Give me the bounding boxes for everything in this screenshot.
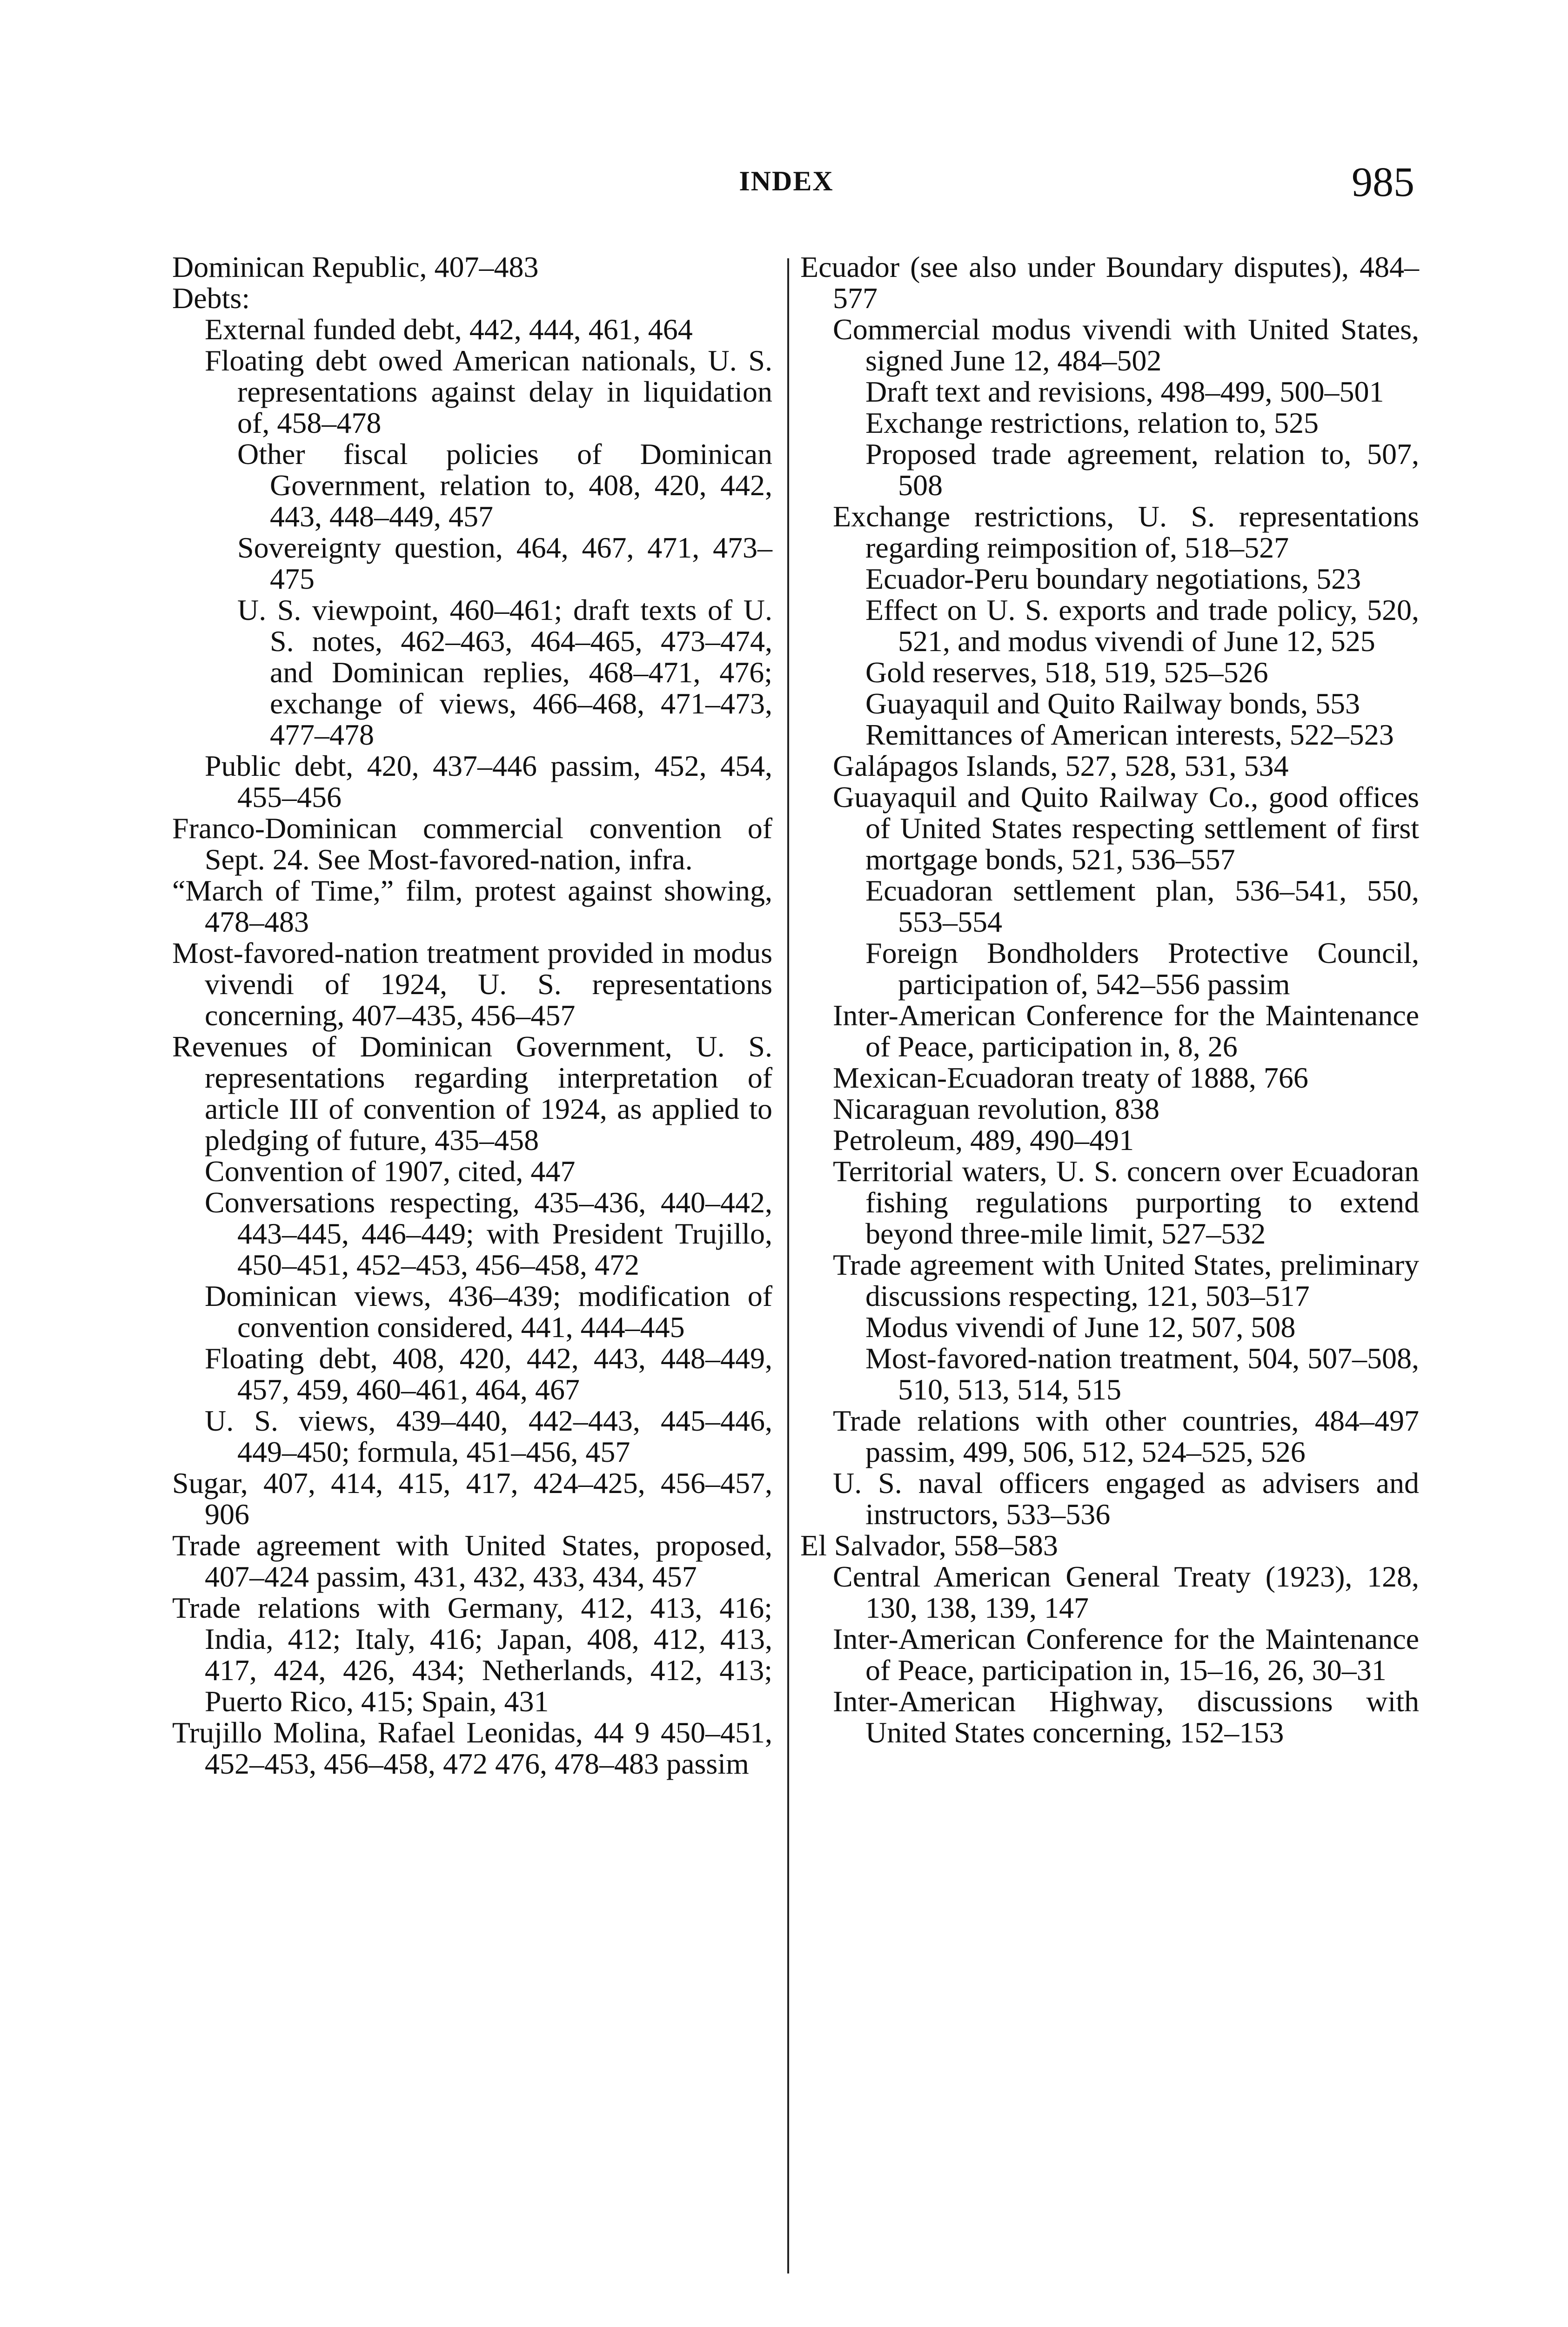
index-entry: “March of Time,” film, protest against showing, 478–483 [172, 874, 772, 938]
index-entry: Trade relations with other countries, 484–497 passim, 499, 506, 512, 524–525, 526 [833, 1404, 1419, 1468]
index-entry: Most-favored-nation treatment, 504, 507–508, 510, 513, 514, 515 [865, 1342, 1419, 1406]
index-entry: Sugar, 407, 414, 415, 417, 424–425, 456–457, 906 [172, 1466, 772, 1531]
index-entry: El Salvador, 558–583 [800, 1529, 1058, 1562]
index-entry: Territorial waters, U. S. concern over Ecuadoran fishing regulations purporting to extend beyond three-mile limit, 527–532 [833, 1155, 1419, 1250]
index-entry: Convention of 1907, cited, 447 [205, 1155, 576, 1188]
index-entry: Floating debt owed American nationals, U. S. representations against delay in liquidation of, 458–478 [205, 344, 772, 439]
index-entry: Ecuadoran settlement plan, 536–541, 550, 553–554 [865, 874, 1419, 938]
index-entry: Trujillo Molina, Rafael Leonidas, 44 9 450–451, 452–453, 456–458, 472 476, 478–483 passim [172, 1716, 772, 1780]
index-entry: Mexican-Ecuadoran treaty of 1888, 766 [833, 1061, 1308, 1094]
index-entry: Public debt, 420, 437–446 passim, 452, 454, 455–456 [205, 749, 772, 814]
index-entry: Trade agreement with United States, proposed, 407–424 passim, 431, 432, 433, 434, 457 [172, 1529, 772, 1593]
index-entry: Proposed trade agreement, relation to, 507, 508 [865, 437, 1419, 502]
index-entry: Modus vivendi of June 12, 507, 508 [865, 1311, 1296, 1344]
index-entry: Gold reserves, 518, 519, 525–526 [865, 656, 1268, 689]
index-entry: Inter-American Conference for the Maintenance of Peace, participation in, 15–16, 26, 30–31 [833, 1622, 1419, 1687]
index-entry: Sovereignty question, 464, 467, 471, 473–475 [237, 531, 772, 595]
index-entry: Inter-American Highway, discussions with United States concerning, 152–153 [833, 1685, 1419, 1749]
index-entry: Exchange restrictions, relation to, 525 [865, 406, 1319, 439]
index-entry: Most-favored-nation treatment provided in modus vivendi of 1924, U. S. representations concerning, 407–435, 456–457 [172, 936, 772, 1032]
index-entry: U. S. viewpoint, 460–461; draft texts of U. S. notes, 462–463, 464–465, 473–474, and Dominican replies, 468–471, 476; exchange of views, 466–468, 471–473, 477–478 [237, 593, 772, 751]
index-entry: Commercial modus vivendi with United States, signed June 12, 484–502 [833, 313, 1419, 377]
index-entry: External funded debt, 442, 444, 461, 464 [205, 313, 693, 346]
index-entry: U. S. views, 439–440, 442–443, 445–446, 449–450; formula, 451–456, 457 [205, 1404, 772, 1468]
index-entry: Guayaquil and Quito Railway bonds, 553 [865, 687, 1360, 720]
running-head: INDEX [739, 166, 834, 196]
index-entry: Revenues of Dominican Government, U. S. representations regarding interpretation of article III of convention of 1924, as applied to pledging of future, 435–458 [172, 1030, 772, 1157]
index-entry: Trade relations with Germany, 412, 413, 416; India, 412; Italy, 416; Japan, 408, 412, 413, 417, 424, 426, 434; Netherlands, 412, 413; Puerto Rico, 415; Spain, 431 [172, 1591, 772, 1718]
column-divider [787, 258, 789, 2273]
index-entry: Nicaraguan revolution, 838 [833, 1092, 1159, 1125]
index-entry: Ecuador (see also under Boundary disputes), 484–577 [800, 250, 1419, 315]
index-column-right [800, 251, 1419, 1748]
index-entry: Galápagos Islands, 527, 528, 531, 534 [833, 749, 1289, 782]
index-entry: Dominican views, 436–439; modification of convention considered, 441, 444–445 [205, 1279, 772, 1344]
index-entry: Remittances of American interests, 522–523 [865, 718, 1394, 751]
index-entry: Floating debt, 408, 420, 442, 443, 448–449, 457, 459, 460–461, 464, 467 [205, 1342, 772, 1406]
index-entry: Petroleum, 489, 490–491 [833, 1123, 1134, 1157]
index-entry: Foreign Bondholders Protective Council, participation of, 542–556 passim [865, 936, 1419, 1001]
index-entry: Inter-American Conference for the Maintenance of Peace, participation in, 8, 26 [833, 999, 1419, 1063]
index-column-left [172, 251, 772, 1779]
index-entry: Dominican Republic, 407–483 [172, 250, 539, 283]
index-entry: Franco-Dominican commercial convention of Sept. 24. See Most-favored-nation, infra. [172, 812, 772, 876]
index-entry: Debts: [172, 282, 250, 315]
index-entry: Ecuador-Peru boundary negotiations, 523 [865, 562, 1361, 595]
index-entry: Conversations respecting, 435–436, 440–442, 443–445, 446–449; with President Trujillo, 450–451, 452–453, 456–458, 472 [205, 1186, 772, 1281]
index-entry: Exchange restrictions, U. S. representations regarding reimposition of, 518–527 [833, 500, 1419, 564]
index-entry: Effect on U. S. exports and trade policy, 520, 521, and modus vivendi of June 12, 525 [865, 593, 1419, 658]
index-entry: Other fiscal policies of Dominican Government, relation to, 408, 420, 442, 443, 448–449, 457 [237, 437, 772, 533]
index-entry: Guayaquil and Quito Railway Co., good offices of United States respecting settlement of first mortgage bonds, 521, 536–557 [833, 780, 1419, 876]
index-entry: Trade agreement with United States, preliminary discussions respecting, 121, 503–517 [833, 1248, 1419, 1312]
index-entry: Central American General Treaty (1923), 128, 130, 138, 139, 147 [833, 1560, 1419, 1624]
index-entry: U. S. naval officers engaged as advisers and instructors, 533–536 [833, 1466, 1419, 1531]
page-number: 985 [1352, 159, 1414, 205]
index-entry: Draft text and revisions, 498–499, 500–501 [865, 375, 1384, 408]
